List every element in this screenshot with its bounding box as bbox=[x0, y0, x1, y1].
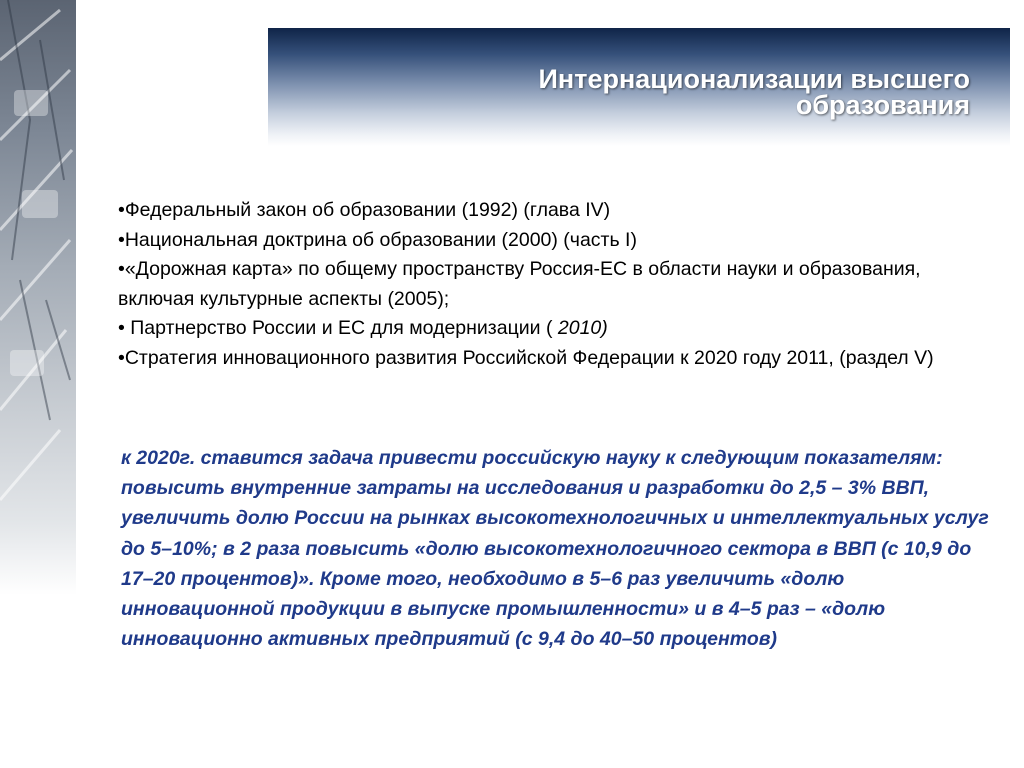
bullet-item bbox=[118, 314, 1000, 344]
bullet-item: •Стратегия инновационного развития Российской Федерации к 2020 году 2011, (раздел V) bbox=[118, 346, 934, 369]
bullet-item-italic-year: 2010) bbox=[557, 317, 608, 339]
bullet-item: •Федеральный закон об образовании (1992) (глава IV) bbox=[118, 199, 611, 221]
slide-title bbox=[539, 66, 971, 118]
slide-title-line-1: Интернационализации высшего bbox=[538, 64, 970, 94]
keyboard-decoration bbox=[0, 0, 76, 595]
bullet-list bbox=[118, 196, 1000, 373]
slide-title-line-2: образования bbox=[795, 90, 970, 120]
goal-paragraph: к 2020г. ставится задача привести российскую науку к следующим показателям: повысить внутренние затраты на исследования и разработки до 2,5 – 3% ВВП, увеличить долю России на рынках высокотехнологичных и интеллектуальных услуг до 5–10%; в 2 раза повысить «долю высокотехнологичного сектора в ВВП (с 10,9 до 17–20 процентов)». Кроме того, необходимо в 5–6 раз увеличить «долю инновационной продукции в выпуске промышленности» и в 4–5 раз – «долю инновационно активных предприятий (с 9,4 до 40–50 процентов) bbox=[121, 447, 989, 651]
bullet-item: •Национальная доктрина об образовании (2000) (часть I) bbox=[118, 228, 637, 251]
title-banner bbox=[268, 28, 1010, 146]
bullet-item: •«Дорожная карта» по общему пространству Россия-ЕС в области науки и образования, включая культурные аспекты (2005); bbox=[118, 258, 921, 310]
keyboard-keys-graphic bbox=[0, 0, 76, 595]
bullet-item-text: • Партнерство России и ЕС для модернизации ( bbox=[118, 317, 558, 339]
